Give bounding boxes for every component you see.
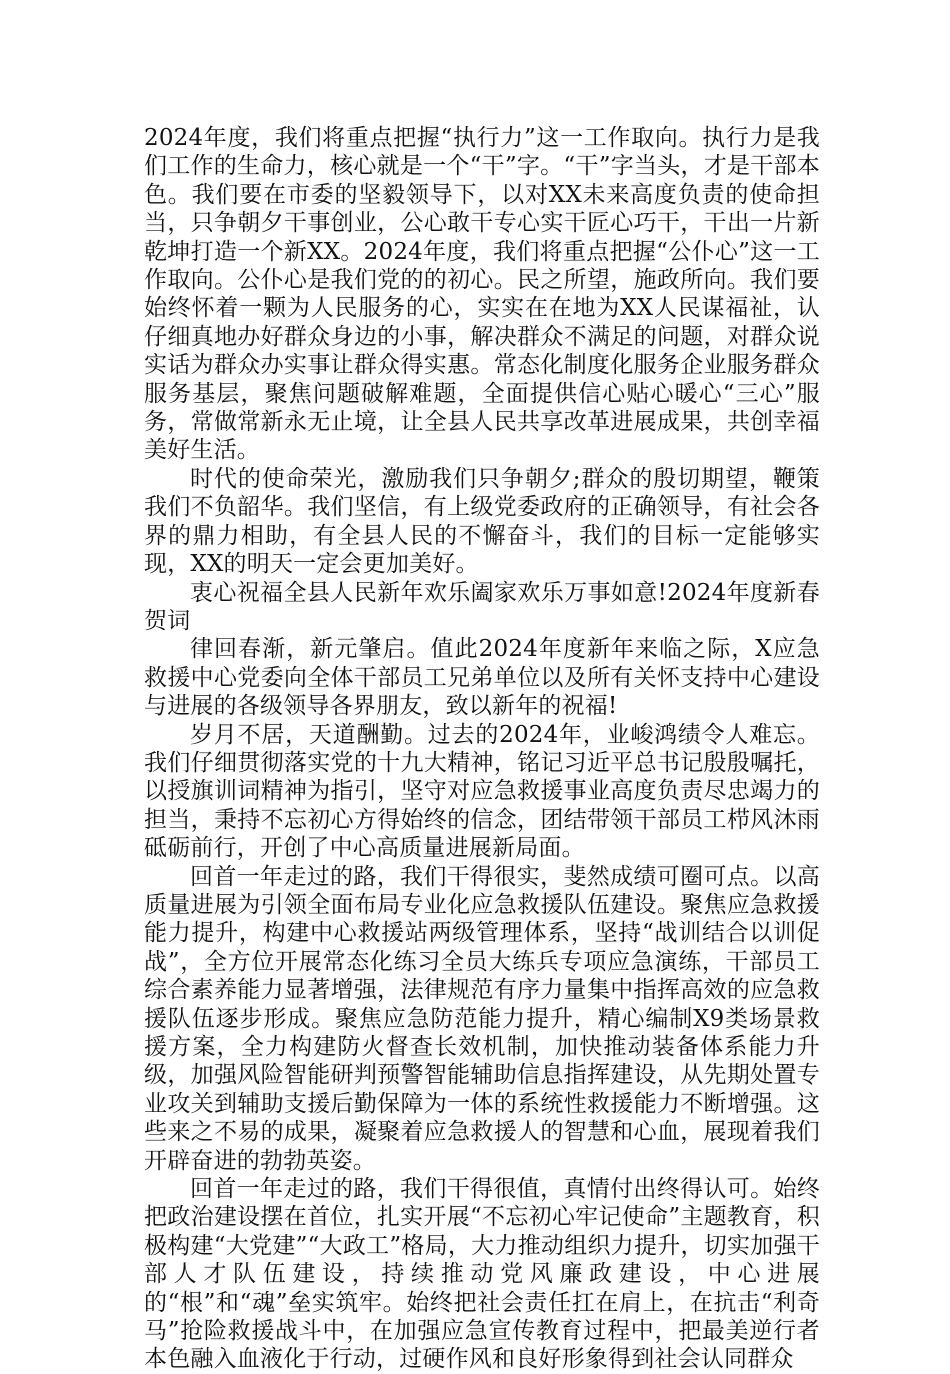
document-body xyxy=(144,124,820,1374)
paragraph-2: 时代的使命荣光，激励我们只争朝夕;群众的殷切期望，鞭策我们不负韶华。我们坚信，有上级党委政府的正确领导，有社会各界的鼎力相助，有全县人民的不懈奋斗，我们的目标一定能够实现，XX的明天一定会更加美好。 xyxy=(144,465,820,578)
paragraph-3: 衷心祝福全县人民新年欢乐阖家欢乐万事如意!2024年度新春贺词 xyxy=(144,579,820,634)
paragraph-6: 回首一年走过的路，我们干得很实，斐然成绩可圈可点。以高质量进展为引领全面布局专业化应急救援队伍建设。聚焦应急救援能力提升，构建中心救援站两级管理体系，坚持“战训结合以训促战”，全方位开展常态化练习全员大练兵专项应急演练，干部员工综合素养能力显著增强，法律规范有序力量集中指挥高效的应急救援队伍逐步形成。聚焦应急防范能力提升，精心编制X9类场景救援方案，全力构建防火督查长效机制，加快推动装备体系能力升级，加强风险智能研判预警智能辅助信息指挥建设，从先期处置专业攻关到辅助支援后勤保障为一体的系统性救援能力不断增强。这些来之不易的成果，凝聚着应急救援人的智慧和心血，展现着我们开辟奋进的勃勃英姿。 xyxy=(144,863,820,1174)
paragraph-4: 律回春渐，新元肇启。值此2024年度新年来临之际，X应急救援中心党委向全体干部员工兄弟单位以及所有关怀支持中心建设与进展的各级领导各界朋友，致以新年的祝福! xyxy=(144,636,820,720)
paragraph-1: 2024年度，我们将重点把握“执行力”这一工作取向。执行力是我们工作的生命力，核心就是一个“干”字。“干”字当头，才是干部本色。我们要在市委的坚毅领导下，以对XX未来高度负责的使命担当，只争朝夕干事创业，公心敢干专心实干匠心巧干，干出一片新乾坤打造一个新XX。2024年度，我们将重点把握“公仆心”这一工作取向。公仆心是我们党的的初心。民之所望，施政所向。我们要始终怀着一颗为人民服务的心，实实在在地为XX人民谋福祉，认仔细真地办好群众身边的小事，解决群众不满足的问题，对群众说实话为群众办实事让群众得实惠。常态化制度化服务企业服务群众服务基层，聚焦问题破解难题，全面提供信心贴心暖心“三心”服务，常做常新永无止境，让全县人民共享改革进展成果，共创幸福美好生活。 xyxy=(144,125,820,464)
paragraph-5: 岁月不居，天道酬勤。过去的2024年，业峻鸿绩令人难忘。我们仔细贯彻落实党的十九大精神，铭记习近平总书记殷殷嘱托，以授旗训词精神为指引，坚守对应急救援事业高度负责尽忠竭力的担当，秉持不忘初心方得始终的信念，团结带领干部员工栉风沐雨砥砺前行，开创了中心高质量进展新局面。 xyxy=(144,721,820,862)
paragraph-7: 回首一年走过的路，我们干得很值，真情付出终得认可。始终把政治建设摆在首位，扎实开展“不忘初心牢记使命”主题教育，积极构建“大党建”“大政工”格局，大力推动组织力提升，切实加强干部人才队伍建设，持续推动党风廉政建设，中心进展的“根”和“魂”垒实筑牢。始终把社会责任扛在肩上，在抗击“利奇马”抢险救援战斗中，在加强应急宣传教育过程中，把最美逆行者本色融入血液化于行动，过硬作风和良好形象得到社会认同群众 xyxy=(144,1176,820,1373)
